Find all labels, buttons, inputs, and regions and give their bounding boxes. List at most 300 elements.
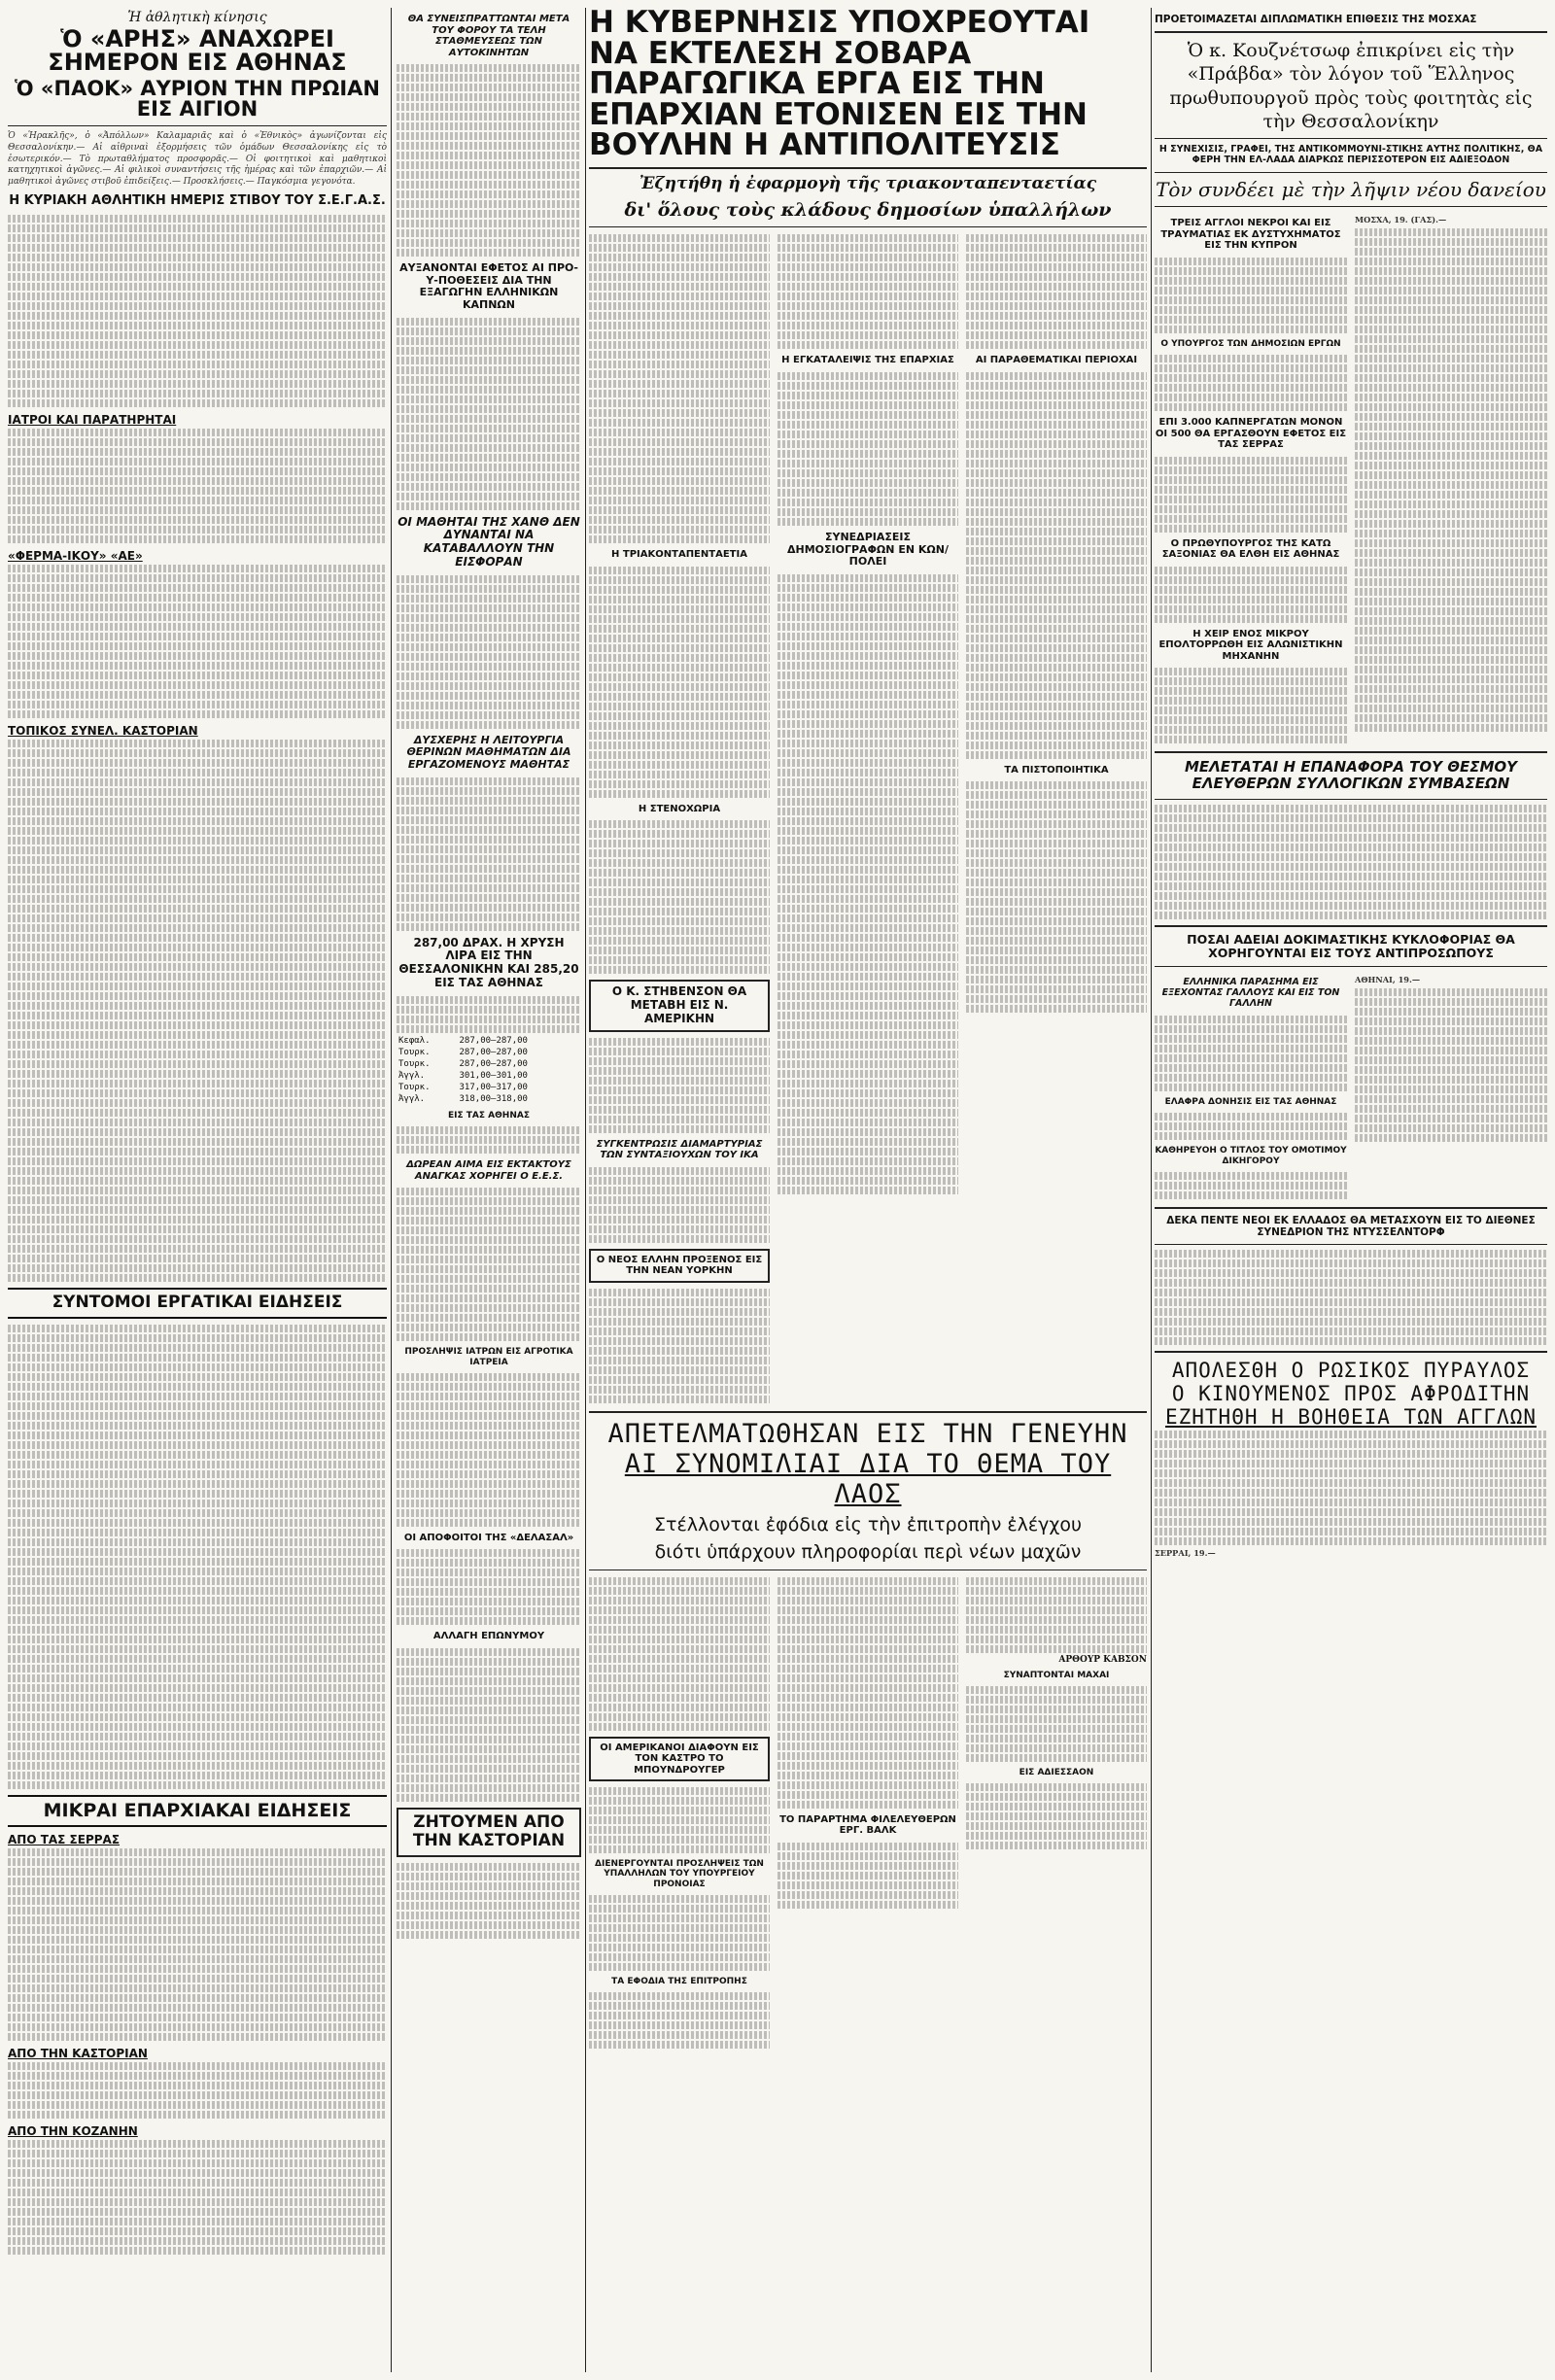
headline-supplies: ΤΑ ΕΦΟΔΙΑ ΤΗΣ ΕΠΙΤΡΟΠΗΣ <box>611 1977 747 1987</box>
column-rule <box>585 8 586 2372</box>
sub-heading: Η ΕΓΚΑΤΑΛΕΙΨΙΣ ΤΗΣ ΕΠΑΡΧΙΑΣ <box>781 355 954 366</box>
text-line <box>8 1529 387 1536</box>
text-line <box>589 673 770 681</box>
text-line <box>8 1897 387 1905</box>
text-line <box>778 837 958 845</box>
text-line <box>8 924 387 932</box>
text-line <box>397 1470 581 1478</box>
text-line <box>1155 1337 1547 1345</box>
text-line <box>1355 656 1547 664</box>
text-line <box>397 1658 581 1666</box>
text-line <box>8 429 387 436</box>
text-line <box>589 390 770 397</box>
text-line <box>966 263 1147 271</box>
headline-duesseldorf: ΔΕΚΑ ΠΕΝΤΕ ΝΕΟΙ ΕΚ ΕΛΛΑΔΟΣ ΘΑ ΜΕΤΑΣΧΟΥΝ ΕΙΣ ΤΟ ΔΙΕΘΝΕΣ ΣΥΝΕΔΡΙΟΝ ΤΗΣ ΝΤΥΣΣΕΛΝΤΟΡΦ <box>1166 1215 1536 1239</box>
text-line <box>8 681 387 689</box>
text-line <box>8 2033 387 2041</box>
table-cell: 301,00—301,00 <box>459 1070 528 1081</box>
table-cell: 287,00—287,00 <box>459 1058 528 1069</box>
text-line <box>1155 697 1347 705</box>
text-line <box>778 574 958 582</box>
text-line <box>397 845 581 853</box>
text-line <box>8 2091 387 2099</box>
newspaper-page <box>8 8 1547 2372</box>
text-line <box>8 1500 387 1507</box>
text-line <box>966 518 1147 526</box>
text-line <box>589 1308 770 1316</box>
text-line <box>8 1480 387 1488</box>
sub-heading: ΤΟΠΙΚΟΣ ΣΥΝΕΛ. ΚΑΣΤΟΡΙΑΝ <box>8 724 198 739</box>
text-line <box>1355 335 1547 343</box>
text-line <box>397 1921 581 1929</box>
text-line <box>966 879 1147 886</box>
text-line <box>589 1177 770 1185</box>
text-line <box>397 807 581 814</box>
text-line <box>8 1887 387 1895</box>
text-line <box>8 283 387 291</box>
text-line <box>8 535 387 543</box>
divider <box>1155 799 1547 800</box>
text-line <box>778 518 958 526</box>
text-line <box>8 623 387 631</box>
text-line <box>1155 1528 1547 1535</box>
text-line <box>778 411 958 419</box>
text-line <box>397 1648 581 1656</box>
text-line <box>397 1246 581 1254</box>
text-line <box>589 1992 770 2000</box>
sub-heading: ΑΙ ΠΑΡΑΘΕΜΑΤΙΚΑΙ ΠΕΡΙΟΧΑΙ <box>975 355 1138 366</box>
text-line <box>778 691 958 699</box>
text-line <box>589 283 770 291</box>
text-line <box>1355 1076 1547 1084</box>
headline-collective-agreements: ΜΕΛΕΤΑΤΑΙ Η ΕΠΑΝΑΦΟΡΑ ΤΟΥ ΘΕΣΜΟΥ ΕΛΕΥΘΕΡΩΝ ΣΥΛΛΟΓΙΚΩΝ ΣΥΜΒΑΣΕΩΝ <box>1184 758 1518 793</box>
text-line <box>1155 277 1347 285</box>
text-line <box>1155 457 1347 465</box>
text-line <box>966 557 1147 565</box>
text-line <box>589 1328 770 1335</box>
section-kastoria: ΑΠΟ ΤΗΝ ΚΑΣΤΟΡΙΑΝ <box>8 2047 148 2061</box>
text-line <box>8 1089 387 1097</box>
text-line <box>966 995 1147 1003</box>
text-line <box>8 1451 387 1459</box>
text-line <box>8 1597 387 1604</box>
column-rule <box>391 8 392 2372</box>
text-line <box>8 642 387 650</box>
text-line <box>397 152 581 159</box>
text-line <box>589 732 770 740</box>
text-line <box>589 1289 770 1296</box>
text-line <box>589 761 770 769</box>
text-line <box>8 633 387 640</box>
text-line <box>397 1480 581 1488</box>
text-line <box>1355 617 1547 625</box>
text-line <box>8 1216 387 1224</box>
text-line <box>8 885 387 893</box>
text-line <box>8 1975 387 1983</box>
text-line <box>397 64 581 72</box>
text-line <box>1355 345 1547 353</box>
text-line <box>8 934 387 942</box>
article-col <box>778 232 958 1404</box>
text-line <box>778 460 958 467</box>
text-line <box>778 331 958 339</box>
text-line <box>8 1916 387 1924</box>
text-line <box>778 1109 958 1117</box>
text-line <box>589 370 770 378</box>
text-line <box>778 1852 958 1860</box>
headline-students: ΟΙ ΜΑΘΗΤΑΙ ΤΗΣ ΧΑΝΘ ΔΕΝ ΔΥΝΑΝΤΑΙ ΝΑ ΚΑΤΑΒΑΛΛΟΥΝ ΤΗΝ ΕΙΣΦΟΡΑΝ <box>397 514 580 569</box>
divider <box>1155 1244 1547 1245</box>
text-line <box>8 1490 387 1498</box>
text-line <box>778 1694 958 1702</box>
text-line <box>778 440 958 448</box>
text-line <box>397 1765 581 1773</box>
text-line <box>589 644 770 652</box>
text-line <box>778 720 958 728</box>
text-line <box>8 574 387 582</box>
text-line <box>8 1109 387 1117</box>
text-line <box>778 710 958 718</box>
text-line <box>8 749 387 757</box>
text-line <box>8 1041 387 1049</box>
text-line <box>778 1881 958 1889</box>
text-line <box>778 944 958 951</box>
text-line <box>778 1791 958 1799</box>
text-line <box>778 499 958 506</box>
headline-doctors: ΠΡΟΣΛΗΨΙΣ ΙΑΤΡΩΝ ΕΙΣ ΑΓΡΟΤΙΚΑ ΙΑΤΡΕΙΑ <box>404 1347 573 1367</box>
text-line <box>589 898 770 906</box>
text-line <box>397 777 581 785</box>
text-line <box>8 846 387 854</box>
text-line <box>1155 615 1347 623</box>
text-line <box>8 827 387 835</box>
text-line <box>589 1366 770 1374</box>
text-line <box>1155 476 1347 484</box>
text-line <box>589 234 770 242</box>
sports-kicker: Ἡ ἀθλητικὴ κίνησις <box>127 10 267 25</box>
news-column-2 <box>397 8 581 2372</box>
table-row <box>397 1070 581 1082</box>
text-line <box>8 1684 387 1692</box>
text-line <box>1155 1508 1547 1516</box>
text-line <box>8 2140 387 2148</box>
text-line <box>1155 258 1347 265</box>
text-line <box>8 1051 387 1058</box>
article-col <box>1355 212 1547 745</box>
text-line <box>1155 1460 1547 1467</box>
divider <box>1155 206 1547 207</box>
text-line <box>397 493 581 500</box>
text-line <box>1155 1182 1347 1190</box>
article-body <box>397 64 581 257</box>
text-line <box>1355 296 1547 304</box>
text-line <box>589 1067 770 1075</box>
text-line <box>8 1645 387 1653</box>
text-line <box>778 963 958 971</box>
text-line <box>778 983 958 990</box>
text-line <box>8 817 387 825</box>
text-line <box>397 1265 581 1273</box>
text-line <box>778 817 958 825</box>
text-line <box>8 331 387 339</box>
text-line <box>397 132 581 140</box>
text-line <box>1355 607 1547 615</box>
text-line <box>778 1781 958 1789</box>
article-col <box>778 1575 958 2052</box>
text-line <box>966 644 1147 652</box>
text-line <box>397 1136 581 1144</box>
table-cell: Τουρκ. <box>398 1082 431 1092</box>
sub-heading: ΣΥΝΑΠΤΟΝΤΑΙ ΜΑΧΑΙ <box>1003 1670 1110 1680</box>
text-line <box>397 865 581 873</box>
text-line <box>966 751 1147 759</box>
text-line <box>8 1060 387 1068</box>
text-line <box>778 1031 958 1039</box>
text-line <box>8 438 387 446</box>
text-line <box>589 780 770 788</box>
text-line <box>397 1607 581 1615</box>
text-line <box>397 1775 581 1782</box>
text-line <box>8 788 387 796</box>
article-body <box>397 777 581 931</box>
article-body <box>8 429 387 543</box>
text-line <box>1155 515 1347 523</box>
text-line <box>966 1606 1147 1614</box>
text-line <box>397 425 581 432</box>
sports-title-2: Ὁ «ΠΑΟΚ» ΑΥΡΙΟΝ ΤΗΝ ΠΡΩΙΑΝ ΕΙΣ ΑΙΓΙΟΝ <box>15 76 380 121</box>
col4-split <box>1155 212 1547 745</box>
text-line <box>397 721 581 729</box>
text-line <box>397 1687 581 1695</box>
text-line <box>8 778 387 786</box>
text-line <box>8 983 387 990</box>
text-line <box>589 1196 770 1204</box>
text-line <box>397 190 581 198</box>
text-line <box>1355 491 1547 499</box>
moscow-loan: Τὸν συνδέει μὲ τὴν λῆψιν νέου δανείου <box>1156 178 1546 202</box>
text-line <box>589 497 770 504</box>
text-line <box>589 322 770 329</box>
text-line <box>8 2014 387 2021</box>
text-line <box>966 615 1147 623</box>
headline-tobacco: ΑΥΞΑΝΟΝΤΑΙ ΕΦΕΤΟΣ ΑΙ ΠΡΟ-Υ-ΠΟΘΕΣΕΙΣ ΔΙΑ ΤΗΝ ΕΞΑΓΩΓΗΝ ΕΛΛΗΝΙΚΩΝ ΚΑΠΝΩΝ <box>399 261 578 311</box>
text-line <box>1355 578 1547 586</box>
text-line <box>778 1843 958 1850</box>
text-line <box>8 2111 387 2119</box>
text-line <box>966 742 1147 749</box>
text-line <box>966 888 1147 896</box>
table-cell: 318,00—318,00 <box>459 1093 528 1104</box>
text-line <box>397 1569 581 1576</box>
text-line <box>8 1431 387 1439</box>
text-line <box>1155 1025 1347 1033</box>
text-line <box>589 712 770 720</box>
text-line <box>966 567 1147 574</box>
text-line <box>1355 364 1547 372</box>
text-line <box>397 366 581 374</box>
text-line <box>397 328 581 335</box>
text-line <box>8 895 387 903</box>
text-line <box>8 1616 387 1624</box>
text-line <box>1155 1074 1347 1082</box>
text-line <box>778 1597 958 1604</box>
text-line <box>397 1716 581 1724</box>
text-line <box>778 876 958 883</box>
text-line <box>8 672 387 679</box>
text-line <box>397 1217 581 1224</box>
text-line <box>397 1726 581 1734</box>
text-line <box>778 1862 958 1870</box>
text-line <box>1355 1086 1547 1093</box>
text-line <box>589 458 770 466</box>
text-line <box>8 613 387 621</box>
sports-lead: Ὁ «Ἡρακλῆς», ὁ «Ἀπόλλων» Καλαμαριᾶς καὶ ὁ «Ἐθνικὸς» ἀγωνίζονται εἰς Θεσσαλονίκην.— Αἱ αἰθριναὶ ἐξορμήσεις τῶν ὁμάδων Θεσσαλονίκης εἰς τὸ ἐσωτερικόν.— Τὸ πρωταθλήματος προσφορᾶς.— Οἱ φοιτητικοὶ καὶ μαθητικοὶ κατηχητικοὶ ἀγῶνες.— Αἱ φιλικοὶ συναντήσεις τῆς ἡμέρας καὶ τῶν ἐπαρχιῶν.— Αἱ μαθητικοὶ ἀγῶνες στιβοῦ ἐπιδείξεις.— Προσκλήσεις.— Παγκόσμια γεγονότα. <box>8 130 387 188</box>
text-line <box>1155 364 1347 372</box>
text-line <box>778 798 958 806</box>
text-line <box>8 837 387 845</box>
text-line <box>778 1733 958 1741</box>
geneva-article-columns <box>589 1575 1147 2052</box>
text-line <box>8 526 387 534</box>
text-line <box>8 1577 387 1585</box>
text-line <box>778 788 958 796</box>
text-line <box>8 1636 387 1643</box>
text-line <box>778 1723 958 1731</box>
text-line <box>589 273 770 281</box>
text-line <box>778 1157 958 1165</box>
article-body <box>8 215 387 407</box>
text-line <box>778 1099 958 1107</box>
text-line <box>589 1636 770 1643</box>
headline-blood: ΔΩΡΕΑΝ ΑΙΜΑ ΕΙΣ ΕΚΤΑΚΤΟΥΣ ΑΝΑΓΚΑΣ ΧΟΡΗΓΕΙ Ο Ε.Ε.Σ. <box>406 1159 571 1182</box>
text-line <box>1155 912 1547 919</box>
text-line <box>8 1206 387 1214</box>
headline-child-hand: Η ΧΕΙΡ ΕΝΟΣ ΜΙΚΡΟΥ ΕΠΟΛΤΟΡΡΩΘΗ ΕΙΣ ΑΛΩΝΙΣΤΙΚΗΝ ΜΗΧΑΝΗΝ <box>1158 628 1343 662</box>
text-line <box>8 2198 387 2206</box>
text-line <box>589 683 770 691</box>
text-line <box>1355 326 1547 333</box>
text-line <box>778 1138 958 1146</box>
text-line <box>1355 258 1547 265</box>
text-line <box>397 1509 581 1517</box>
text-line <box>778 1128 958 1136</box>
text-line <box>1355 714 1547 722</box>
text-line <box>1155 1259 1547 1267</box>
text-line <box>397 1373 581 1381</box>
text-line <box>778 749 958 757</box>
text-line <box>589 625 770 633</box>
text-line <box>1355 316 1547 324</box>
text-line <box>397 210 581 218</box>
text-line <box>1155 716 1347 724</box>
text-line <box>8 497 387 504</box>
text-line <box>397 1314 581 1322</box>
table-cell: Τουρκ. <box>398 1058 431 1069</box>
text-line <box>1155 1191 1347 1199</box>
text-line <box>397 1578 581 1586</box>
text-line <box>1355 998 1547 1006</box>
text-line <box>778 1021 958 1029</box>
text-line <box>966 947 1147 954</box>
text-line <box>397 604 581 612</box>
text-line <box>966 586 1147 594</box>
column-rule <box>1151 8 1152 2372</box>
text-line <box>8 2150 387 2157</box>
divider <box>1155 138 1547 139</box>
text-line <box>589 1626 770 1634</box>
text-line <box>589 722 770 730</box>
text-line <box>397 1025 581 1033</box>
text-line <box>397 1745 581 1753</box>
text-line <box>397 875 581 882</box>
text-line <box>589 1704 770 1711</box>
text-line <box>966 985 1147 993</box>
text-line <box>966 840 1147 847</box>
section-kozani: ΑΠΟ ΤΗΝ ΚΟΖΑΝΗΝ <box>8 2124 138 2139</box>
text-line <box>966 664 1147 672</box>
text-line <box>778 594 958 602</box>
text-line <box>778 778 958 786</box>
text-line <box>8 914 387 922</box>
text-line <box>397 161 581 169</box>
text-line <box>8 2082 387 2089</box>
text-line <box>589 341 770 349</box>
text-line <box>397 239 581 247</box>
divider <box>589 1411 1147 1413</box>
text-line <box>8 1762 387 1770</box>
text-line <box>1155 736 1347 743</box>
text-line <box>1355 287 1547 294</box>
text-line <box>397 318 581 326</box>
text-line <box>589 477 770 485</box>
headline-pensioners: ΣΥΓΚΕΝΤΡΩΣΙΣ ΔΙΑΜΑΡΤΥΡΙΑΣ ΤΩΝ ΣΥΝΤΑΞΙΟΥΧΩΝ ΤΟΥ ΙΚΑ <box>596 1138 763 1161</box>
text-line <box>8 361 387 368</box>
text-line <box>778 450 958 458</box>
text-line <box>8 1187 387 1194</box>
text-line <box>1155 287 1347 294</box>
text-line <box>778 584 958 592</box>
text-line <box>966 1822 1147 1830</box>
text-line <box>1355 432 1547 440</box>
text-line <box>778 1801 958 1809</box>
text-line <box>8 1148 387 1156</box>
text-line <box>8 1878 387 1885</box>
text-line <box>589 526 770 534</box>
text-line <box>778 953 958 961</box>
text-line <box>778 652 958 660</box>
text-line <box>1155 306 1347 314</box>
text-line <box>397 1736 581 1743</box>
text-line <box>397 1677 581 1685</box>
text-line <box>778 479 958 487</box>
text-line <box>1355 462 1547 469</box>
text-line <box>966 322 1147 329</box>
geneva-banner-1: ΑΠΕΤΕΛΜΑΤΩΘΗΣΑΝ ΕΙΣ ΤΗΝ ΓΕΝΕΥΗΝ <box>607 1418 1128 1449</box>
text-line <box>1155 1016 1347 1023</box>
text-line <box>966 331 1147 339</box>
article-col <box>589 232 770 1404</box>
text-line <box>778 273 958 281</box>
text-line <box>1355 539 1547 547</box>
text-line <box>8 1402 387 1410</box>
text-line <box>8 856 387 864</box>
text-line <box>966 392 1147 399</box>
text-line <box>8 487 387 495</box>
text-line <box>397 1393 581 1400</box>
text-line <box>8 1858 387 1866</box>
text-line <box>589 966 770 974</box>
text-line <box>1155 1499 1547 1506</box>
